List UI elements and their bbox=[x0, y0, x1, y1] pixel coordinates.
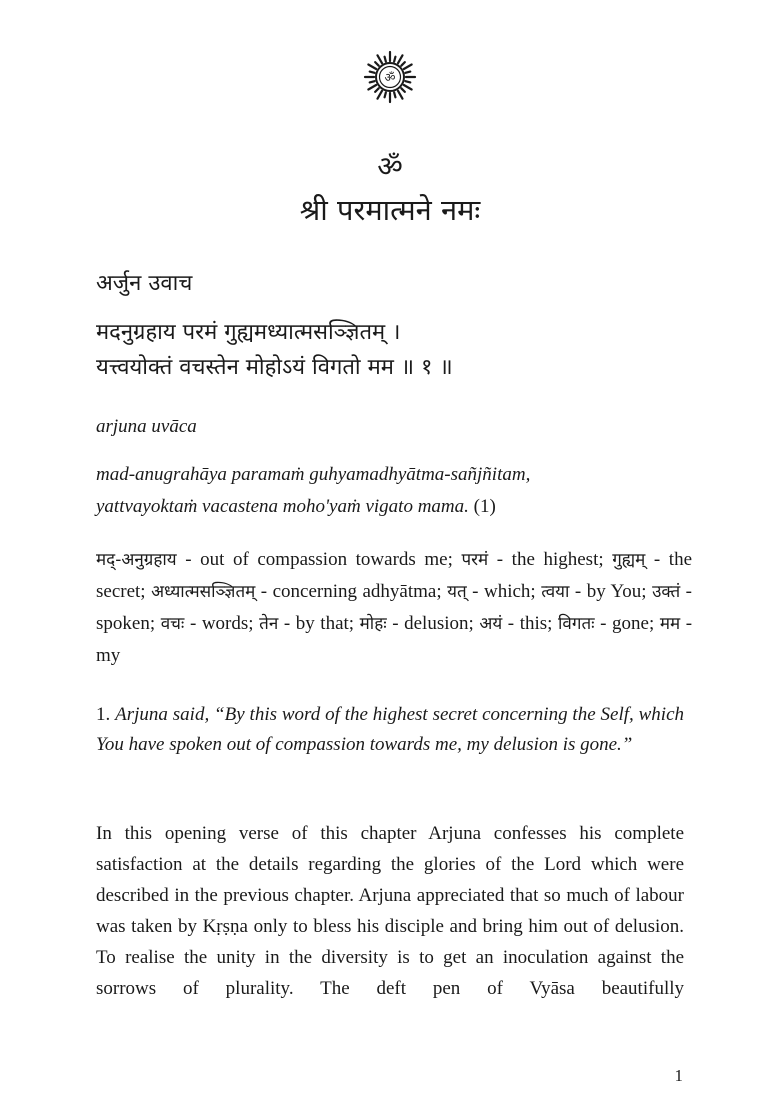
invocation-heading: श्री परमात्मने नमः bbox=[299, 193, 481, 227]
om-symbol: ॐ bbox=[377, 150, 403, 183]
verse-number: (1) bbox=[473, 496, 496, 517]
gloss-meaning: - concerning adhyātma; bbox=[255, 581, 442, 602]
gloss-meaning: - the secret; bbox=[96, 549, 693, 602]
gloss-meaning: - by You; bbox=[569, 581, 647, 602]
page-number: 1 bbox=[674, 1066, 683, 1085]
commentary-paragraph: In this opening verse of this chapter Arjuna confesses his complete satisfaction at the details regarding the glories of the Lord which were described in the previous chapter. Arjuna appreciated that so much of labour was taken by Kṛṣṇa only to bless his disciple and bring him out of delusion. To realise the unity in the diversity is to get an inoculation against the sorrows of plurality. The deft pen of Vyāsa beautifully bbox=[96, 823, 684, 999]
svg-text:ॐ: ॐ bbox=[384, 70, 396, 85]
gloss-term: परमं bbox=[461, 550, 489, 570]
gloss-meaning: - by that; bbox=[278, 613, 355, 634]
verse-speaker-transliteration: arjuna uvāca bbox=[96, 416, 197, 437]
sun-om-emblem-icon bbox=[363, 50, 417, 104]
gloss-term: त्वया bbox=[541, 582, 570, 602]
gloss-term: अध्यात्मसञ्ज्ञितम् bbox=[151, 582, 256, 602]
gloss-term: वचः bbox=[160, 614, 185, 634]
gloss-term: उक्तं bbox=[652, 582, 681, 602]
gloss-meaning: - gone; bbox=[594, 613, 655, 634]
translation-number: 1. bbox=[96, 704, 111, 725]
gloss-term: गुह्यम् bbox=[612, 550, 646, 570]
gloss-term: मम bbox=[659, 614, 681, 634]
gloss-term: तेन bbox=[259, 614, 279, 634]
verse-translation bbox=[96, 700, 684, 760]
gloss-meaning: - my bbox=[96, 613, 693, 666]
verse-line: यत्त्वयोक्तं वचस्तेन मोहोऽयं विगतो मम ॥ १ ॥ bbox=[96, 355, 453, 380]
gloss-term: विगतः bbox=[558, 614, 595, 634]
word-meanings bbox=[96, 544, 692, 672]
gloss-meaning: - spoken; bbox=[96, 581, 693, 634]
gloss-term: मोहः bbox=[359, 614, 387, 634]
verse-transliteration bbox=[96, 459, 736, 523]
gloss-term: यत् bbox=[447, 582, 467, 602]
gloss-term: अयं bbox=[479, 614, 503, 634]
translit-line: mad-anugrahāya paramaṁ guhyamadhyātma-sañjñitam, bbox=[96, 464, 531, 485]
gloss-meaning: - delusion; bbox=[386, 613, 474, 634]
verse-speaker-devanagari: अर्जुन उवाच bbox=[96, 271, 193, 296]
gloss-term: मद्-अनुग्रहाय bbox=[96, 550, 177, 570]
gloss-meaning: - which; bbox=[466, 581, 536, 602]
translit-line: yattvayoktaṁ vacastena moho'yaṁ vigato mama. bbox=[96, 496, 469, 517]
verse-devanagari bbox=[96, 315, 736, 385]
gloss-meaning: - words; bbox=[184, 613, 254, 634]
verse-line: मदनुग्रहाय परमं गुह्यमध्यात्मसञ्ज्ञितम् । bbox=[96, 320, 401, 345]
gloss-meaning: - the highest; bbox=[488, 549, 604, 570]
gloss-meaning: - out of compassion towards me; bbox=[176, 549, 453, 570]
translation-text: Arjuna said, “By this word of the highest secret concerning the Self, which You have spoken out of compassion towards me, my delusion is gone.” bbox=[96, 704, 685, 755]
gloss-meaning: - this; bbox=[502, 613, 553, 634]
